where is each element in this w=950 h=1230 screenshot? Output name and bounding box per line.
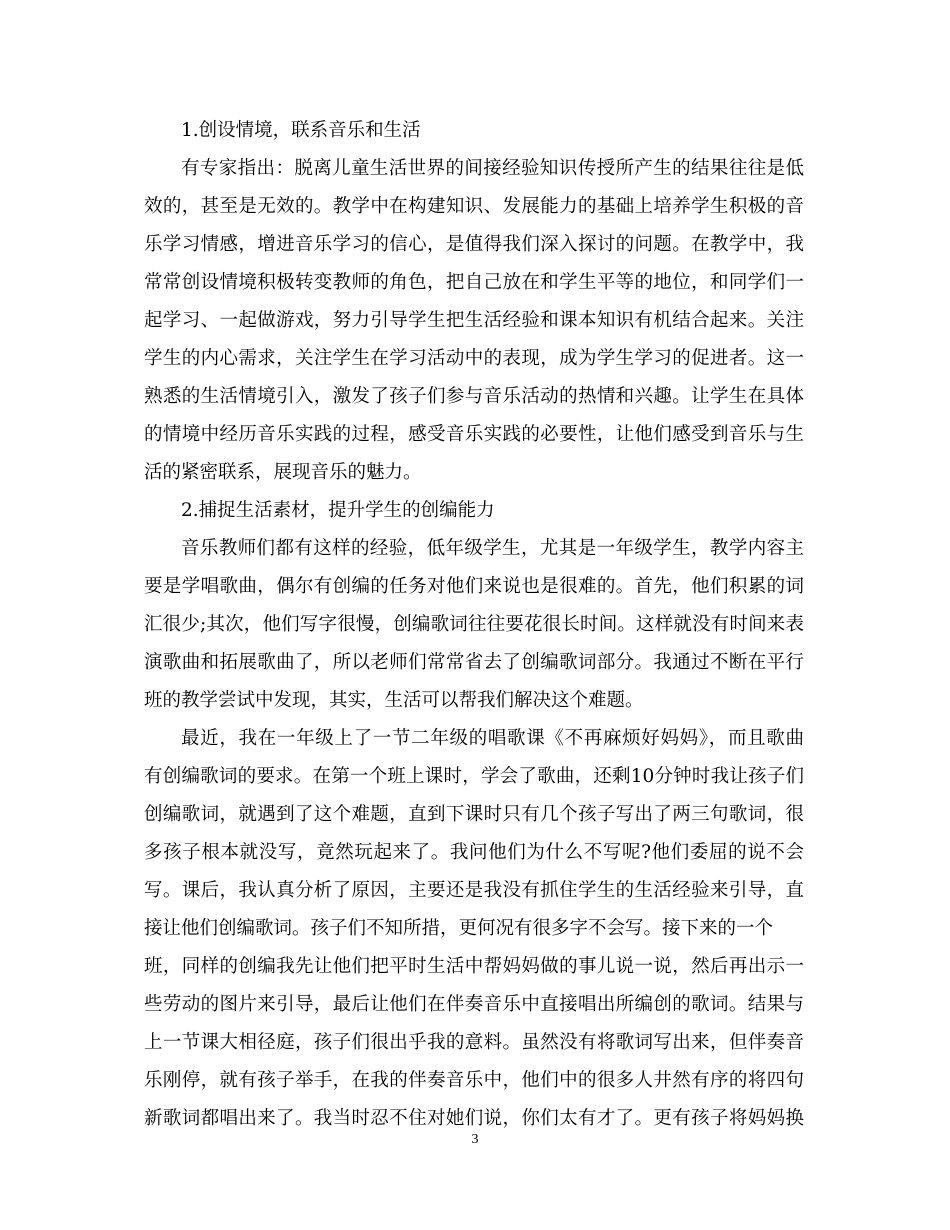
- text-line: 接让他们创编歌词。孩子们不知所措，更何况有很多字不会写。接下来的一个: [144, 918, 774, 939]
- page-number: 3: [471, 1132, 479, 1147]
- text-line: 乐学习情感，增进音乐学习的信心，是值得我们深入探讨的问题。在教学中，我: [144, 234, 804, 255]
- text-line: 汇很少;其次，他们写字很慢，创编歌词往往要花很长时间。这样就没有时间来表: [144, 614, 804, 635]
- text-line: 音乐教师们都有这样的经验，低年级学生，尤其是一年级学生，教学内容主: [181, 538, 804, 559]
- text-line: 些劳动的图片来引导，最后让他们在伴奏音乐中直接唱出所编创的歌词。结果与: [144, 994, 804, 1015]
- text-line: 熟悉的生活情境引入，激发了孩子们参与音乐活动的热情和兴趣。让学生在具体: [144, 386, 804, 407]
- text-line: 多孩子根本就没写，竟然玩起来了。我问他们为什么不写呢?他们委屈的说不会: [144, 842, 804, 863]
- text-line: 常常创设情境积极转变教师的角色，把自己放在和学生平等的地位，和同学们一: [144, 272, 804, 293]
- text-line: 演歌曲和拓展歌曲了，所以老师们常常省去了创编歌词部分。我通过不断在平行: [144, 652, 804, 673]
- text-line: 创编歌词，就遇到了这个难题，直到下课时只有几个孩子写出了两三句歌词，很: [144, 804, 804, 825]
- document-body: [144, 112, 804, 1138]
- text-line: 有创编歌词的要求。在第一个班上课时，学会了歌曲，还剩10分钟时我让孩子们: [144, 766, 804, 787]
- text-line: 的情境中经历音乐实践的过程，感受音乐实践的必要性，让他们感受到音乐与生: [144, 424, 804, 445]
- text-line: 1.创设情境，联系音乐和生活: [181, 120, 421, 141]
- text-line: 效的，甚至是无效的。教学中在构建知识、发展能力的基础上培养学生积极的音: [144, 196, 804, 217]
- text-line: 2.捕捉生活素材，提升学生的创编能力: [181, 500, 495, 521]
- text-line: 写。课后，我认真分析了原因，主要还是我没有抓住学生的生活经验来引导，直: [144, 880, 804, 901]
- text-line: 上一节课大相径庭，孩子们很出乎我的意料。虽然没有将歌词写出来，但伴奏音: [144, 1032, 804, 1053]
- text-line: 活的紧密联系，展现音乐的魅力。: [144, 462, 422, 483]
- text-line: 新歌词都唱出来了。我当时忍不住对她们说，你们太有才了。更有孩子将妈妈换: [144, 1108, 804, 1129]
- text-line: 学生的内心需求，关注学生在学习活动中的表现，成为学生学习的促进者。这一: [144, 348, 804, 369]
- text-line: 最近，我在一年级上了一节二年级的唱歌课《不再麻烦好妈妈》，而且歌曲: [181, 728, 804, 749]
- text-line: 要是学唱歌曲，偶尔有创编的任务对他们来说也是很难的。首先，他们积累的词: [144, 576, 804, 597]
- text-line: 班的教学尝试中发现，其实，生活可以帮我们解决这个难题。: [144, 690, 644, 711]
- text-line: 起学习、一起做游戏，努力引导学生把生活经验和课本知识有机结合起来。关注: [144, 310, 804, 331]
- text-line: 有专家指出：脱离儿童生活世界的间接经验知识传授所产生的结果往往是低: [181, 158, 804, 179]
- text-line: 班，同样的创编我先让他们把平时生活中帮妈妈做的事儿说一说，然后再出示一: [144, 956, 804, 977]
- text-line: 乐刚停，就有孩子举手，在我的伴奏音乐中，他们中的很多人井然有序的将四句: [144, 1070, 804, 1091]
